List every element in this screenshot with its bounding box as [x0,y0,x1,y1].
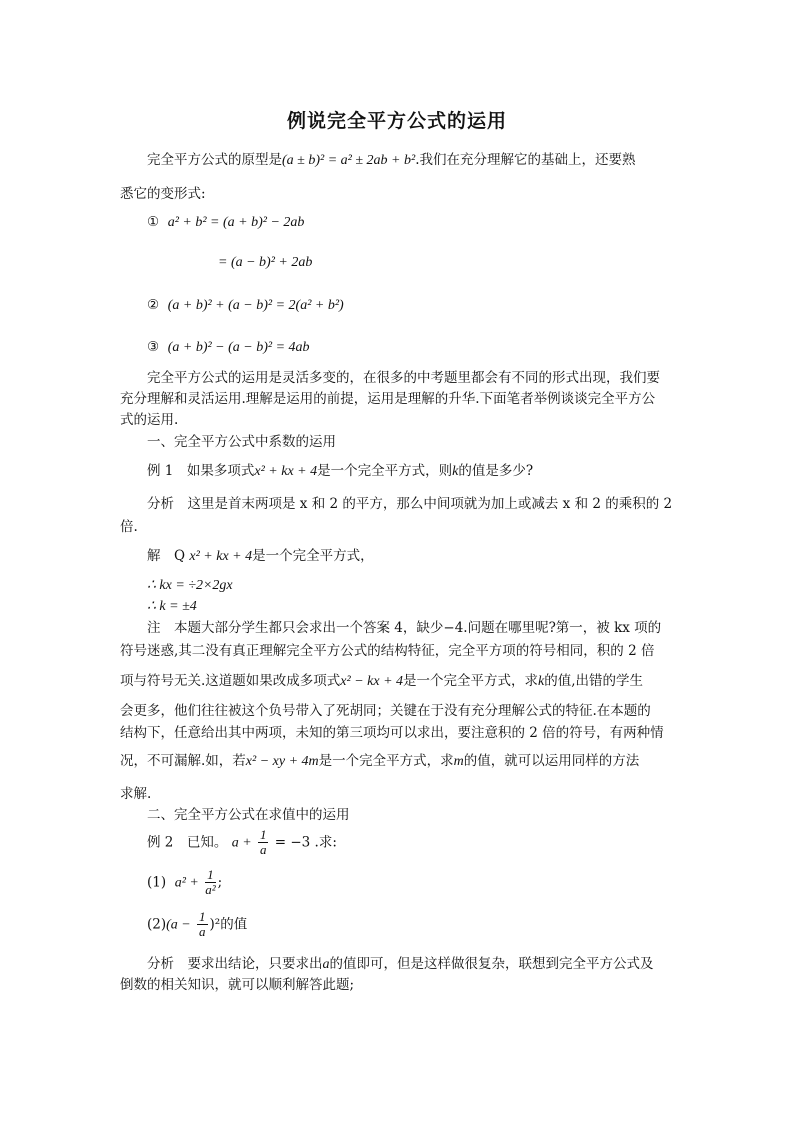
analysis-2-line-2: 倒数的相关知识，就可以顺利解答此题; [120,977,355,993]
intro-text-a: 完全平方公式的原型是 [147,152,282,168]
para1-line-3: 式的运用. [120,412,179,428]
note-line-1: 注 本题大部分学生都只会求出一个答案 4，缺少−4.问题在哪里呢?第一，被 kx 项的 [147,620,662,636]
note-line-6-text-c: 的值，就可以运用同样的方法 [463,753,640,769]
variant-1-number: ① [147,214,160,230]
variant-3 [147,339,310,357]
example-1-text-a: 例 1 如果多项式 [147,463,255,479]
note-line-6-m: m [453,754,464,769]
note-line-3-text-c: 的值,出错的学生 [544,673,644,689]
example-2-text: 例 2 已知。 [147,834,228,851]
note-line-3-k: k [538,674,545,689]
note-line-4: 会更多，他们往往被这个负号带入了死胡同；关键在于没有充分理解公式的特征.在本题的 [120,703,651,719]
solution-1-line-3: ∴ k = ±4 [147,599,197,614]
intro-line-2: 悉它的变形式: [120,186,206,202]
solution-q-symbol: Q [174,548,186,564]
note-line-6 [120,753,639,771]
analysis-2-line-1 [147,956,654,974]
analysis-1-line-1: 分析 这里是首末两项是 x 和 2 的平方，那么中间项就为加上或减去 x 和 2 的乘积的 2 [147,496,673,512]
variant-1-line-2 [218,254,312,272]
note-line-6-text-b: 是一个完全平方式，求 [318,753,454,769]
question-2-fraction [197,910,208,940]
page-title: 例说完全平方公式的运用 [286,110,507,132]
note-line-3-text-a: 项与符号无关.这道题如果改成多项式 [120,673,341,689]
section-2-heading: 二、完全平方公式在求值中的运用 [147,807,350,823]
variant-1-formula-a: a² + b² = (a + b)² − 2ab [167,215,305,230]
question-2-frac-num: 1 [199,909,206,924]
note-line-2: 符号迷惑,其二没有真正理解完全平方公式的结构特征，完全平方项的符号相同，积的 2 倍 [120,643,655,659]
question-2-label: (2) [147,916,167,933]
question-1-frac-num: 1 [207,867,214,882]
para1-line-2: 充分理解和灵活运用.理解是运用的前提，运用是理解的升华.下面笔者举例谈谈完全平方公 [120,391,656,407]
analysis-2-text-a: 分析 要求出结论，只要求出 [147,956,323,972]
analysis-2-var: a [322,957,330,972]
example-1-formula: x² + kx + 4 [254,464,318,479]
variant-2-formula: (a + b)² + (a − b)² = 2(a² + b²) [167,298,344,313]
analysis-1-line-2: 倍. [120,519,138,535]
question-2 [147,910,247,940]
example-1-text-c: 的值是多少? [458,463,534,479]
solution-formula: x² + kx + 4 [189,549,253,564]
question-1-frac-den: a² [205,882,216,898]
intro-formula: (a ± b)² = a² ± 2ab + b² [282,153,416,168]
question-1-label: (1) [147,874,167,891]
example-2-text-b: = −3 .求: [274,834,337,851]
intro-line-1 [147,152,635,170]
question-1 [147,868,222,898]
variant-3-number: ③ [147,339,160,355]
example-1-k: k [452,464,459,479]
analysis-2-text-b: 的值即可，但是这样做很复杂，联想到完全平方公式及 [329,956,654,972]
example-2-frac-num: 1 [259,827,267,842]
example-2-var: a + [231,835,252,851]
solution-label: 解 [147,548,174,564]
example-1-text-b: 是一个完全平方式，则 [317,463,453,479]
question-2-post: )²的值 [209,916,248,933]
para1-line-1: 完全平方公式的运用是灵活多变的，在很多的中考题里都会有不同的形式出现，我们要 [147,370,660,386]
question-1-post: ; [217,874,223,891]
example-1 [147,463,533,481]
variant-2 [147,297,344,315]
variant-3-formula: (a + b)² − (a − b)² = 4ab [167,340,310,355]
solution-text: 是一个完全平方式， [252,548,374,564]
question-1-fraction [205,868,216,898]
note-line-7: 求解. [120,786,152,802]
question-1-pre: a² + [174,875,199,891]
question-2-frac-den: a [199,924,206,940]
variant-1 [147,214,304,232]
solution-1-line-2: ∴ kx = ÷2×2gx [147,578,233,593]
question-2-pre: (a − [166,917,191,933]
note-line-6-text-a: 况，不可漏解.如，若 [120,753,246,769]
example-2 [147,828,337,858]
note-line-6-formula: x² − xy + 4m [245,754,319,769]
section-1-heading: 一、完全平方公式中系数的运用 [147,434,336,450]
note-line-3-text-b: 是一个完全平方式，求 [403,673,539,689]
example-2-fraction [258,828,269,858]
example-2-frac-den: a [259,842,267,858]
solution-1-line-1 [147,548,374,566]
note-line-3-formula: x² − kx + 4 [340,674,404,689]
intro-text-b: .我们在充分理解它的基础上，还要熟 [415,152,636,168]
variant-1-formula-b: = (a − b)² + 2ab [218,255,313,270]
note-line-5: 结构下，任意给出其中两项，未知的第三项均可以求出，要注意积的 2 倍的符号，有两种情 [120,725,664,741]
variant-2-number: ② [147,297,160,313]
note-line-3 [120,673,643,691]
